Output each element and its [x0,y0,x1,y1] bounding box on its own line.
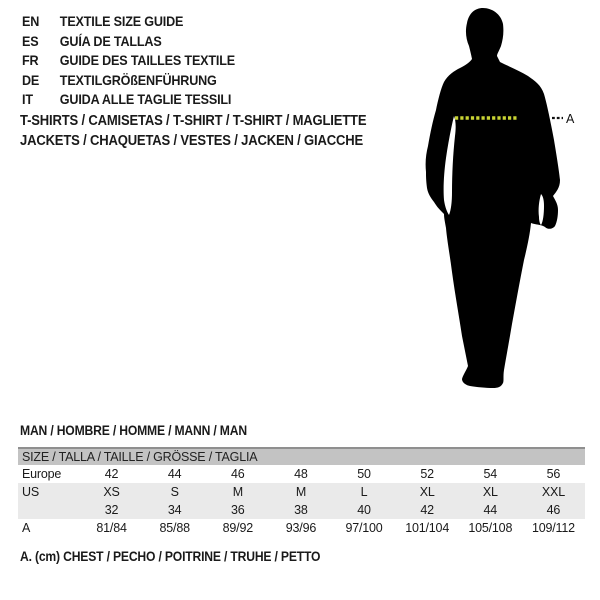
language-code: EN [22,13,40,29]
size-cell: 42 [104,467,119,481]
table-row [18,519,585,537]
size-cell: 40 [357,503,371,517]
size-table-header: SIZE / TALLA / TAILLE / GRÖSSE / TAGLIA [18,448,585,465]
size-cell: 46 [546,503,561,517]
language-label: GUIDA ALLE TAGLIE TESSILI [59,91,232,107]
table-row [18,501,585,519]
size-cell: 101/104 [405,521,450,535]
size-cell: 97/100 [345,521,383,535]
size-cell: 50 [357,467,371,481]
measure-label-a: A [566,112,575,126]
size-cell: XL [482,485,498,499]
measurement-footnote: A. (cm) CHEST / PECHO / POITRINE / TRUHE / PETTO [20,549,321,564]
section-title: MAN / HOMBRE / HOMME / MANN / MAN [20,423,247,438]
language-code: FR [22,52,39,68]
size-cell: M [295,485,307,499]
size-cell: 32 [104,503,119,517]
size-table-header-row [18,448,585,465]
language-label: GUÍA DE TALLAS [59,32,162,49]
table-row [18,483,585,501]
language-label: GUIDE DES TAILLES TEXTILE [59,52,235,68]
language-row [22,51,235,71]
size-cell: 93/96 [285,521,317,535]
size-cell: 56 [546,467,561,481]
man-silhouette [408,4,580,396]
garment-categories [20,112,366,151]
size-cell: 42 [420,503,434,517]
size-cell: 89/92 [222,521,253,535]
size-cell: 52 [420,467,434,481]
row-label: A [22,521,31,535]
size-cell: XL [419,485,435,499]
size-cell: XS [103,485,120,499]
size-cell: 54 [483,467,498,481]
size-cell: M [232,485,243,499]
language-code: DE [22,71,40,88]
size-cell: 48 [294,467,308,481]
size-cell: 44 [167,467,182,481]
size-cell: 44 [483,503,498,517]
row-label: Europe [22,467,62,481]
size-cell: L [360,485,368,499]
language-row [22,71,235,91]
language-label: TEXTILE SIZE GUIDE [59,13,184,29]
language-row [22,12,235,32]
size-cell: 38 [294,503,308,517]
language-label: TEXTILGRÖßENFÜHRUNG [59,71,217,88]
size-table [18,447,585,537]
row-label [18,501,80,519]
size-cell: 46 [231,467,245,481]
size-cell: 105/108 [468,521,513,535]
size-table-body [18,465,585,537]
language-row [22,90,235,110]
table-row [18,465,585,483]
size-cell: 36 [231,503,245,517]
language-list [22,12,235,110]
language-code: IT [22,91,33,107]
size-cell: S [170,485,179,499]
size-cell: 85/88 [159,521,190,535]
size-cell: XXL [541,485,565,499]
garment-line: JACKETS / CHAQUETAS / VESTES / JACKEN / GIACCHE [20,132,363,149]
size-cell: 34 [167,503,182,517]
size-cell: 81/84 [96,521,127,535]
row-label: US [22,485,39,499]
size-cell: 109/112 [532,521,575,535]
language-row [22,32,235,52]
language-code: ES [22,32,39,49]
garment-line: T-SHIRTS / CAMISETAS / T-SHIRT / T-SHIRT / MAGLIETTE [20,113,367,129]
